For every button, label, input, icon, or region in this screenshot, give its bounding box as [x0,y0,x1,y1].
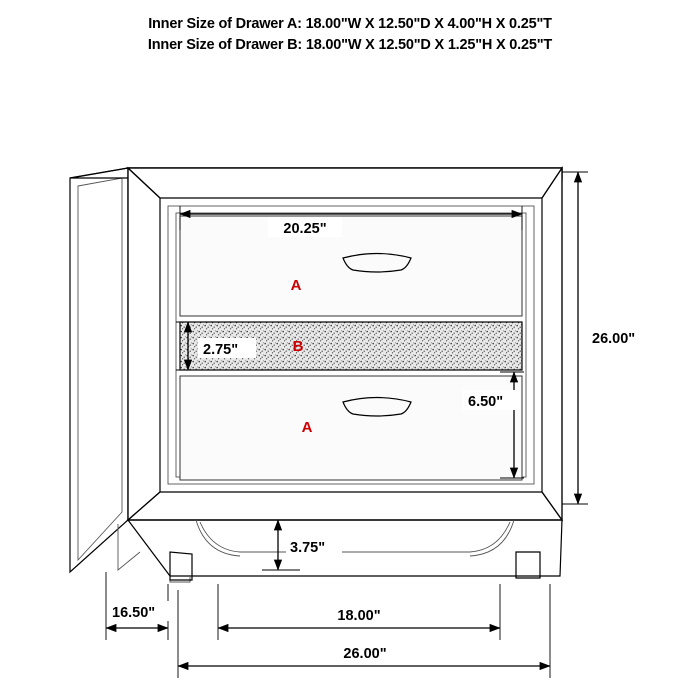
drawer-a-top [180,216,522,316]
dim-overall-height: 26.00" [592,331,636,347]
dim-drawer-b-height: 2.75" [203,342,239,358]
dim-top-width: 20.25" [283,221,327,237]
dim-overall-width: 26.00" [343,646,387,662]
dim-depth: 16.50" [112,605,156,621]
label-drawer-b: B [292,338,304,355]
dim-inner-width: 18.00" [337,608,381,624]
leg-right [516,552,540,578]
header-line-drawer-a: Inner Size of Drawer A: 18.00"W X 12.50"D X 4.00"H X 0.25"T [148,16,552,32]
base-apron [128,520,562,576]
label-drawer-a-top: A [290,277,302,294]
label-drawer-a-bottom: A [301,419,313,436]
dim-drawer-a-height: 6.50" [468,394,504,410]
dim-leg-height: 3.75" [290,540,326,556]
header-line-drawer-b: Inner Size of Drawer B: 18.00"W X 12.50"D X 1.25"H X 0.25"T [147,37,553,53]
